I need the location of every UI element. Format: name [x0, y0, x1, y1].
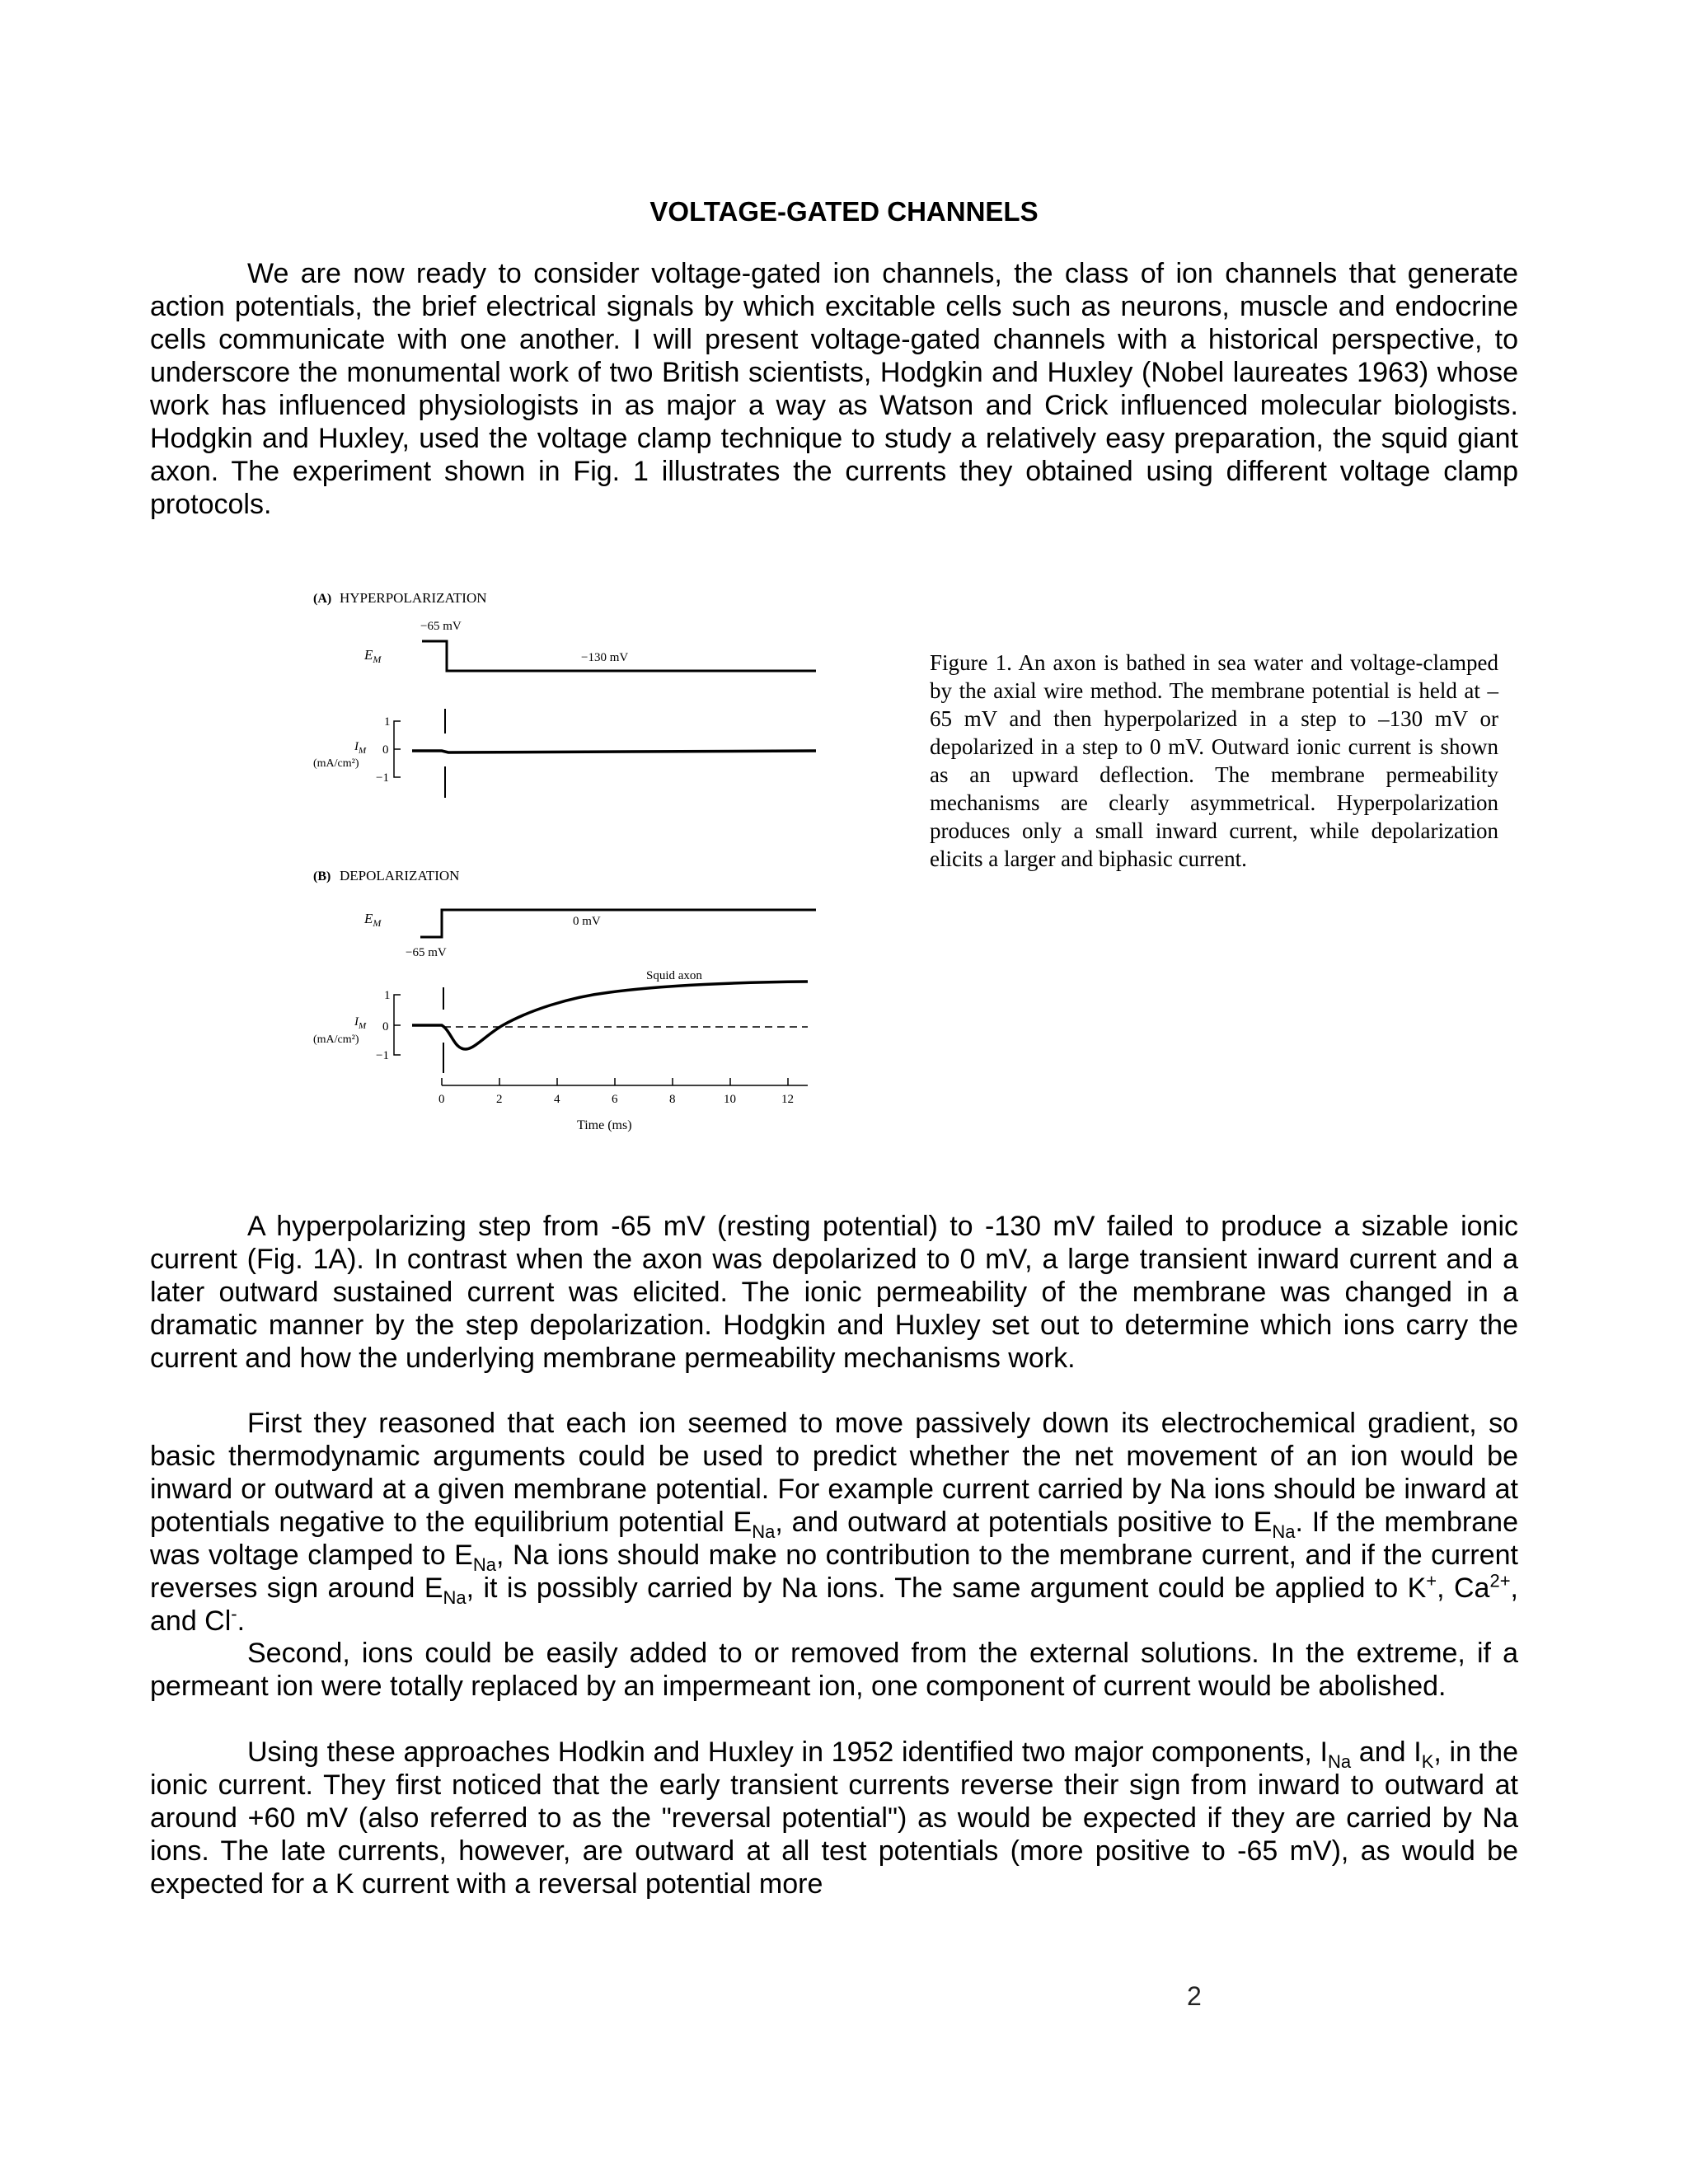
panel-a-em-label: $E_M$	[364, 647, 382, 665]
figure-1	[297, 585, 841, 1146]
panel-a-im-units: (mA/cm²)	[313, 757, 359, 770]
paragraph-hyperpolarizing: A hyperpolarizing step from -65 mV (resting potential) to -130 mV failed to produce a sizable ionic current (Fig. 1A). In contrast when the axon was depolarized to 0 mV, a large transient inward current and a later outward sustained current was elicited. The ionic permeability of the membrane was changed in a dramatic manner by the step depolarization. Hodgkin and Huxley set out to determine which ions carry the current and how the underlying membrane permeability mechanisms work.	[150, 1211, 1518, 1374]
panel-b-step-label: 0 mV	[573, 915, 601, 928]
panel-a-tick-0: 0	[382, 743, 389, 757]
panel-b-current-trace	[412, 982, 808, 1049]
panel-a-hold-label: −65 mV	[420, 620, 462, 633]
time-tick-2: 2	[496, 1093, 503, 1106]
panel-a-im-label: $I_M$	[354, 740, 367, 756]
paragraph-components: Using these approaches Hodkin and Huxley in 1952 identified two major components, $I_{Na}$ and $I_K$, in the ionic current. They first noticed that the early transient currents reverse their sign from inward to outward at around +60 mV (also referred to as the "reversal potential") as would be expected if they are carried by Na ions. The late currents, however, are outward at all test potentials (more positive to -65 mV), as would be expected for a K current with a reversal potential more	[150, 1736, 1518, 1900]
panel-a-step-label: −130 mV	[581, 651, 629, 664]
time-axis-label: Time (ms)	[577, 1118, 632, 1132]
time-tick-8: 8	[669, 1093, 676, 1106]
time-tick-12: 12	[781, 1093, 794, 1106]
panel-a-tick-m1: −1	[376, 771, 389, 785]
paragraph-ion-substitution: Second, ions could be easily added to or removed from the external solutions. In the extreme, if a permeant ion were totally replaced by an impermeant ion, one component of current would be abolished.	[150, 1638, 1518, 1702]
panel-a-tick-1: 1	[384, 715, 391, 729]
panel-b-voltage-trace	[420, 910, 816, 937]
time-tick-0: 0	[438, 1093, 445, 1106]
time-axis	[442, 1078, 808, 1085]
panel-b-em-label: $E_M$	[364, 911, 382, 929]
panel-b-hold-label: −65 mV	[406, 946, 447, 959]
panel-b-current-axis	[394, 995, 401, 1055]
page-title: VOLTAGE-GATED CHANNELS	[649, 196, 1039, 227]
panel-a-title: HYPERPOLARIZATION	[340, 590, 487, 606]
paragraph-thermodynamic: First they reasoned that each ion seemed to move passively down its electrochemical gradient, so basic thermodynamic arguments could be used to predict whether the net movement of an ion would be inward or outward at a given membrane potential. For example current carried by Na ions should be inward at potentials negative to the equilibrium potential $E_{Na}$, and outward at potentials positive to $E_{Na}$. If the membrane was voltage clamped to $E_{Na}$, Na ions should make no contribution to the membrane current, and if the current reverses sign around $E_{Na}$, it is possibly carried by Na ions. The same argument could be applied to K+, $Ca^{2+}$, and Cl-.	[150, 1408, 1518, 1637]
panel-a-current-trace	[412, 751, 816, 752]
time-tick-4: 4	[554, 1093, 560, 1106]
panel-b-label: (B)	[313, 869, 331, 883]
page-number: 2	[1187, 1981, 1202, 2011]
intro-paragraph: We are now ready to consider voltage-gated ion channels, the class of ion channels that generate action potentials, the brief electrical signals by which excitable cells such as neurons, muscle and endocrine cells communicate with one another. I will present voltage-gated channels with a historical perspective, to underscore the monumental work of two British scientists, Hodgkin and Huxley (Nobel laureates 1963) whose work has influenced physiologists in as major a way as Watson and Crick influenced molecular biologists. Hodgkin and Huxley, used the voltage clamp technique to study a relatively easy preparation, the squid giant axon. The experiment shown in Fig. 1 illustrates the currents they obtained using different voltage clamp protocols.	[150, 258, 1518, 520]
panel-b-title: DEPOLARIZATION	[340, 868, 460, 883]
figure-caption: Figure 1. An axon is bathed in sea water and voltage-clamped by the axial wire method. The membrane potential is held at –65 mV and then hyperpolarized in a step to –130 mV or depolarized in a step to 0 mV. Outward ionic current is shown as an upward deflection. The membrane permeability mechanisms are clearly asymmetrical. Hyperpolarization produces only a small inward current, while depolarization elicits a larger and biphasic current.	[930, 650, 1498, 871]
panel-a-current-axis	[394, 721, 401, 777]
time-tick-10: 10	[724, 1093, 736, 1106]
time-tick-6: 6	[612, 1093, 618, 1106]
panel-b-tick-0: 0	[382, 1020, 389, 1033]
panel-a-label: (A)	[313, 592, 332, 606]
panel-b-tick-1: 1	[384, 989, 391, 1002]
panel-b-im-units: (mA/cm²)	[313, 1033, 359, 1046]
squid-axon-label: Squid axon	[646, 969, 702, 982]
panel-b-tick-m1: −1	[376, 1049, 389, 1062]
panel-b-im-label: $I_M$	[354, 1015, 367, 1031]
